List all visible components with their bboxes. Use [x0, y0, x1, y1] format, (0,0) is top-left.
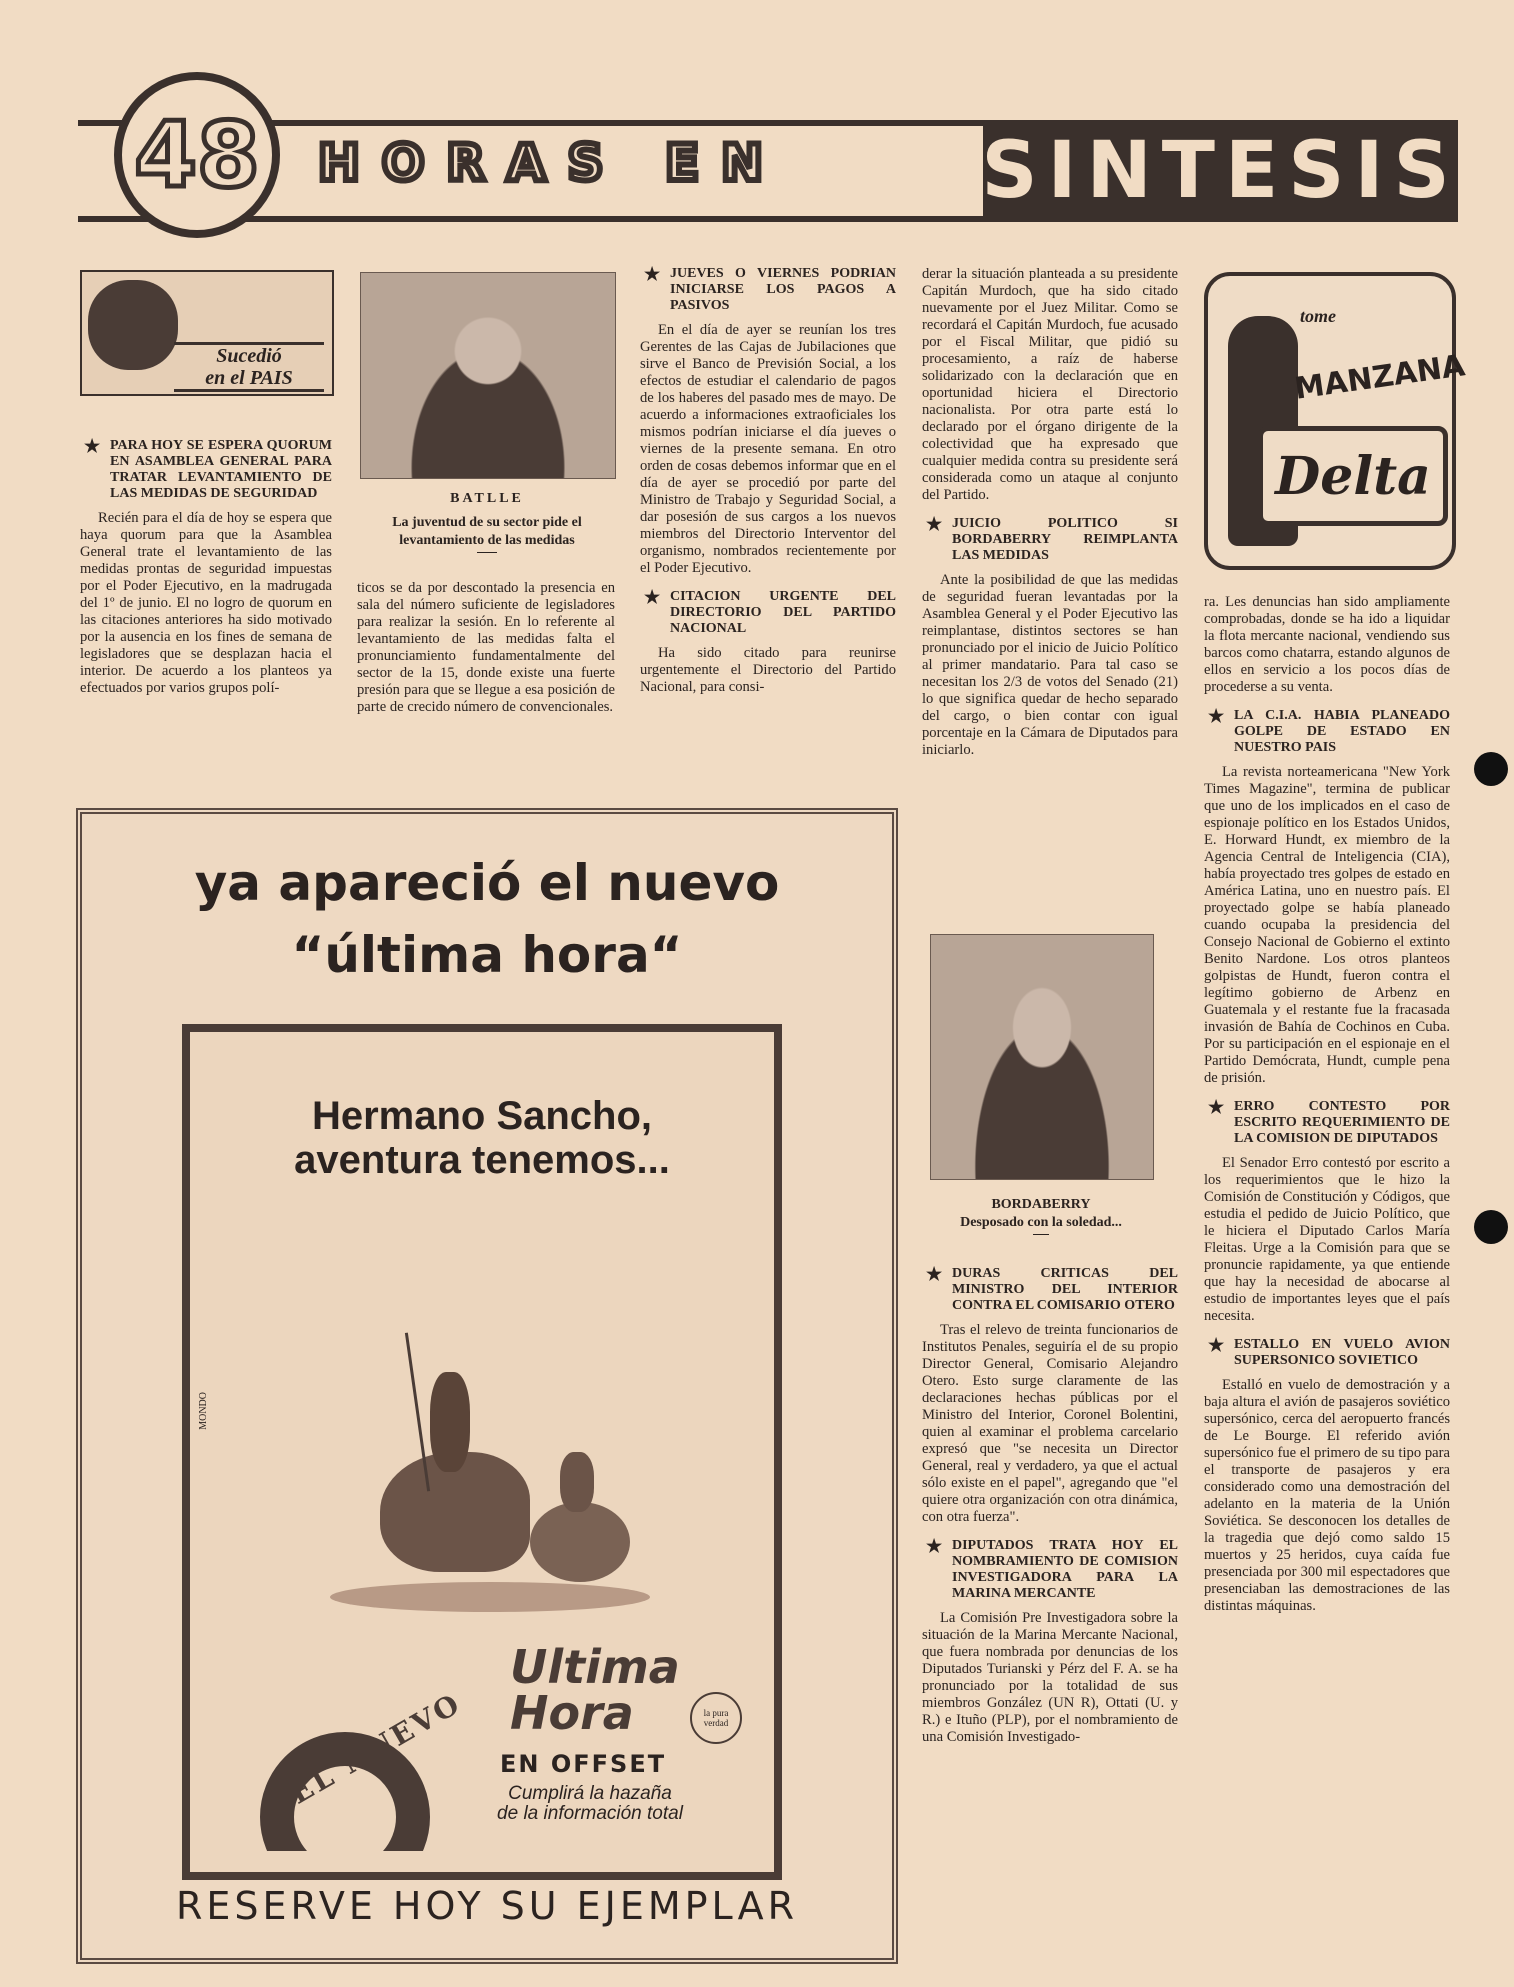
headline-text: ERRO CONTESTO POR ESCRITO REQUERIMIENTO DE LA COMISION DE DIPUTADOS — [1234, 1099, 1450, 1146]
divider — [1033, 1234, 1049, 1235]
don-quixote-illustration — [320, 1332, 640, 1632]
photo-bordaberry — [930, 934, 1154, 1180]
headline-text: JUEVES O VIERNES PODRIAN INICIARSE LOS PAGOS A PASIVOS — [670, 266, 896, 313]
headline-text: ESTALLO EN VUELO AVION SUPERSONICO SOVIETICO — [1234, 1337, 1450, 1368]
binding-hole — [1474, 752, 1508, 786]
ad-arch-graphic — [260, 1732, 430, 1902]
star-icon: ★ — [1208, 706, 1225, 726]
ad-quote-line2: aventura tenemos... — [294, 1138, 670, 1182]
star-icon: ★ — [84, 436, 101, 456]
star-icon: ★ — [926, 514, 943, 534]
star-icon: ★ — [644, 587, 661, 607]
binding-hole — [1474, 1210, 1508, 1244]
headline — [1204, 708, 1450, 756]
ad-tagline — [460, 1784, 720, 1824]
headline — [80, 438, 332, 502]
ad-top-text: tome — [1300, 306, 1336, 326]
caption-name: BORDABERRY — [991, 1197, 1091, 1212]
ad-brand — [510, 1640, 680, 1740]
article-body: derar la situación planteada a su presidente Capitán Murdoch, que ha sido citado nuevamente por el Juez Militar. Como se recordará el Capitán Murdoch, fue acusado por el Fiscal Militar, que pidió su procesamiento, a raíz de haberse solidarizado con la declaración que en oportunidad hiciera el Directorio nacionalista. Por otra parte está lo declarado por el órgano dirigente de la colectividad que ha expresado que cualquier medida contra su presidente será considerada como un ataque al conjunto del Partido. — [922, 266, 1178, 503]
ad-line1: ya apareció el nuevo — [194, 854, 780, 912]
article-directorio — [922, 266, 1178, 759]
photo-caption-batlle — [356, 490, 618, 553]
headline-text: DURAS CRITICAS DEL MINISTRO DEL INTERIOR CONTRA EL COMISARIO OTERO — [952, 1266, 1178, 1313]
ad-ultima-hora — [76, 808, 898, 1964]
article-body: Recién para el día de hoy se espera que haya quorum para que la Asamblea General trate el levantamiento de las medidas prontas de seguridad impuestas por el Poder Ejecutivo, en la madrugada del 1º de junio. El no logro de quorum en las citaciones anteriores ha sido motivado por la ausencia en los fines de semana de legisladores que se desplazan hacia el interior. De acuerdo a los planteos ya efectuados por varios grupos polí- — [80, 510, 332, 696]
star-icon: ★ — [644, 264, 661, 284]
article-body: Ante la posibilidad de que las medidas de seguridad fueran levantadas por la Asamblea General y el Poder Ejecutivo las reimplantase, distintos sectores se han pronunciado por el inicio de Juicio Político al primer mandatario. Para tal caso se necesitan los 2/3 de votos del Senado (21) lo que significa quedar de hecho separado del cargo, o bien contar con igual porcentaje en la Cámara de Diputados para iniciarlo. — [922, 572, 1178, 758]
ad-artist-signature: MONDO — [198, 1392, 209, 1430]
article-body: Tras el relevo de treinta funcionarios de Institutos Penales, seguiría el de su propio Director General, Comisario Alejandro Otero. Esto surge claramente de las declaraciones hechas públicas por el Ministro del Interior, Coronel Bolentini, quien al examinar el problema carcelario expresó que "se necesita un Director General, real y verdadero, ya que el actual sólo existe en el papel", agregando que "el quiere otra organización con otra dinámica, con otra fuerza". — [922, 1322, 1178, 1525]
ad-quote — [190, 1094, 774, 1182]
article-marina-cont — [1204, 594, 1450, 1615]
section-logo-text — [174, 342, 324, 392]
article-body: La Comisión Pre Investigadora sobre la situación de la Marina Mercante Nacional, que fuera nombrada por denuncias de los Diputados Turianski y Pérz del F. A. se ha pronunciado por la totalidad de sus miembros González (UN R), Ottati (U. y R.) e Ituño (PLP), por el nombramiento de una Comisión Investigado- — [922, 1610, 1178, 1745]
masthead-right-box — [983, 120, 1458, 222]
headline-text: JUICIO POLITICO SI BORDABERRY REIMPLANTA LAS MEDIDAS — [952, 516, 1178, 563]
ad-tagline1: Cumplirá la hazaña — [508, 1783, 672, 1804]
article-quorum — [80, 432, 332, 697]
masthead-right-text: SINTESIS — [981, 126, 1460, 216]
caption-text: La juventud de su sector pide el levantamiento de las medidas — [392, 515, 582, 548]
ad-brand1: Ultima — [510, 1640, 680, 1694]
map-icon — [88, 280, 178, 370]
star-icon: ★ — [926, 1264, 943, 1284]
ad-brand2: Hora — [510, 1686, 634, 1740]
ad-quote-line1: Hermano Sancho, — [311, 1094, 653, 1138]
section-logo-line2: en el PAIS — [205, 367, 293, 389]
caption-text: Desposado con la soledad... — [960, 1215, 1122, 1230]
article-body: La revista norteamericana "New York Times Magazine", termina de publicar que uno de los implicados en el caso de espionaje político en los Estados Unidos, E. Horward Hundt, ex miembro de la Agencia Central de Inteligencia (CIA), había proyectado tres golpes de estado en América Latina, uno en nuestro país. El proyectado golpe se había planeado cuando ocupaba la presidencia del Consejo Nacional de Gobierno el extinto Benito Nardone. Los otros planteos golpistas de Hundt, fueron contra el legítimo gobierno de Arbenz en Guatemala y el restante fue la fracasada invasión de Bahía de Cochinos en Cuba. Por su participación en el espionaje en el Partido Demócrata, Hundt, cumple pena de prisión. — [1204, 764, 1450, 1086]
ad-inner-poster — [182, 1024, 782, 1880]
headline-text: LA C.I.A. HABIA PLANEADO GOLPE DE ESTADO EN NUESTRO PAIS — [1234, 708, 1450, 755]
masthead — [78, 72, 1458, 242]
article-body: ticos se da por descontado la presencia en sala del número suficiente de legisladores para realizar la sesión. En lo referente al levantamiento de las medidas falta el pronunciamiento fundamentalmente del sector de la 15, donde existe una fuerte presión para que se llegue a esa posición de parte de crecido número de convencionales. — [357, 580, 615, 715]
ad-badge: la pura verdad — [690, 1692, 742, 1744]
ad-bottom-line: RESERVE HOY SU EJEMPLAR — [175, 1884, 799, 1928]
ad-brand1: MANZANA — [1292, 348, 1468, 407]
section-logo — [80, 270, 334, 396]
star-icon: ★ — [1208, 1335, 1225, 1355]
article-otero — [922, 1260, 1178, 1746]
masthead-number: 48 — [114, 72, 280, 238]
headline — [640, 266, 896, 314]
ad-offset: EN OFFSET — [500, 1750, 667, 1778]
ad-el-nuevo: EL NUEVO — [284, 1686, 468, 1811]
article-quorum-cont — [357, 580, 615, 716]
section-logo-line1: Sucedió — [216, 345, 282, 367]
headline — [922, 1266, 1178, 1314]
headline-text: PARA HOY SE ESPERA QUORUM EN ASAMBLEA GENERAL PARA TRATAR LEVANTAMIENTO DE LAS MEDIDAS DE SEGURIDAD — [110, 438, 332, 501]
ad-tagline2: de la información total — [497, 1803, 683, 1824]
article-body: ra. Les denuncias han sido ampliamente comprobadas, donde se ha ido a liquidar la flota mercante nacional, vendiendo sus barcos como chatarra, estando algunos de ellos en servicio a los pocos días de procederse a su venta. — [1204, 594, 1450, 695]
masthead-left-text: HORAS EN — [318, 134, 785, 192]
star-icon: ★ — [1208, 1097, 1225, 1117]
photo-batlle — [360, 272, 616, 479]
headline — [922, 516, 1178, 564]
headline-text: CITACION URGENTE DEL DIRECTORIO DEL PARTIDO NACIONAL — [670, 589, 896, 636]
star-icon: ★ — [926, 1536, 943, 1556]
divider — [477, 552, 497, 553]
article-body: Ha sido citado para reunirse urgentemente el Directorio del Partido Nacional, para consi- — [640, 645, 896, 695]
headline — [1204, 1337, 1450, 1369]
ad-brand2: Delta — [1258, 426, 1448, 526]
headline-text: DIPUTADOS TRATA HOY EL NOMBRAMIENTO DE COMISION INVESTIGADORA PARA LA MARINA MERCANTE — [952, 1538, 1178, 1601]
headline — [1204, 1099, 1450, 1147]
ad-manzana-delta — [1204, 272, 1468, 570]
article-body: El Senador Erro contestó por escrito a los requerimientos que le hizo la Comisión de Constitución y Códigos, que estudia el pedido de Juicio Político, que le hiciera el Diputado Carlos María Fleitas. Urge a la Comisión para que se pronuncie rapidamente, ya que entiende que hay la necesidad de abocarse al estudio de importantes leyes que el país necesita. — [1204, 1155, 1450, 1324]
photo-caption-bordaberry — [920, 1196, 1162, 1235]
article-pasivos — [640, 266, 896, 696]
headline — [640, 589, 896, 637]
article-body: En el día de ayer se reunían los tres Gerentes de las Cajas de Jubilaciones que sirve el Banco de Previsión Social, a los efectos de estudiar el calendario de pagos de los haberes del pasado mes de mayo. De acuerdo a informaciones extraoficiales los mismos podrían iniciarse el día jueves o viernes de la presente semana. En otro orden de cosas debemos informar que en el día de ayer se procedió por parte del Ministro de Trabajo y Seguridad Social, a dar posesión de sus cargos a los nuevos miembros del Directorio Interventor del organismo, nombrados recientemente por el Poder Ejecutivo. — [640, 322, 896, 576]
ad-line2: “última hora“ — [291, 926, 683, 984]
headline — [922, 1538, 1178, 1602]
article-body: Estalló en vuelo de demostración y a baja altura el avión de pasajeros soviético supersónico, cerca del aeropuerto francés de Le Bourge. El referido avión supersónico fue el primero de su tipo para el transporte de pasajeros y era considerado como una demostración del adelanto en la materia de la Unión Soviética. Se desconocen los detalles de la tragedia que dejó como saldo 15 muertos y 25 heridos, cuya caída fue presenciada por 300 mil espectadores que presenciaban las demostraciones de las distintas máquinas. — [1204, 1377, 1450, 1614]
caption-name: BATLLE — [450, 491, 524, 506]
